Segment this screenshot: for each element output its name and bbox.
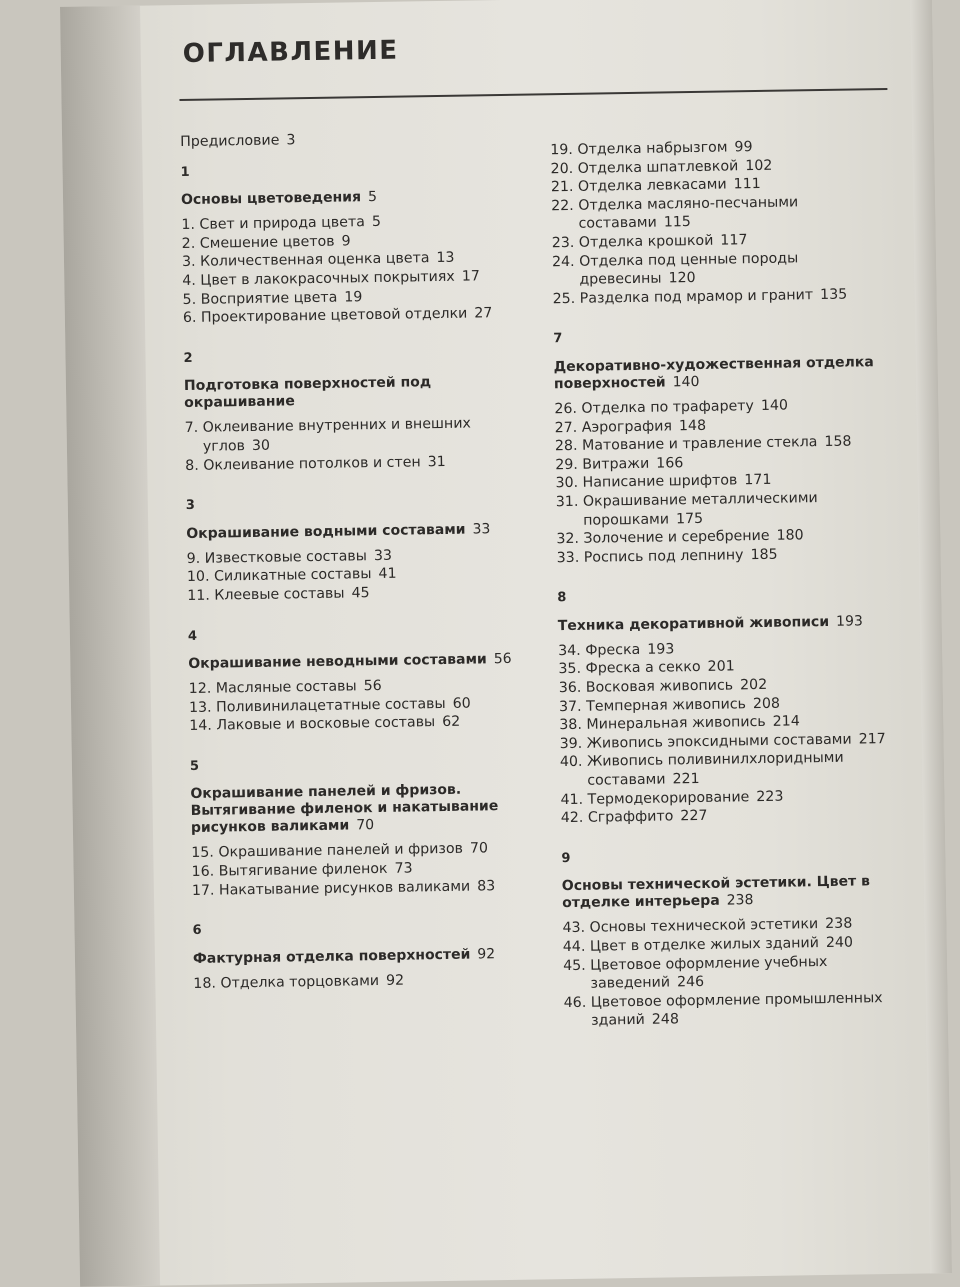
entry-number: 24. (551, 253, 580, 270)
entry-title: Витражи (582, 455, 650, 473)
entry-text (214, 582, 512, 605)
entry-title: Цветовое оформление промышленных зданий (590, 989, 883, 1030)
entry-page: 171 (744, 472, 772, 489)
entry-number: 34. (558, 642, 586, 660)
chapter-number: 1 (180, 164, 190, 180)
entry-title: Вытягивание филенок (218, 860, 388, 880)
preface-label: Предисловие (180, 132, 280, 151)
entry-title: Лаковые и восковые составы (216, 714, 436, 734)
chapter-page: 33 (472, 520, 491, 538)
chapter-page: 5 (367, 189, 378, 206)
entry-number: 23. (551, 234, 579, 252)
entry-page: 92 (385, 972, 405, 989)
entry-page: 33 (373, 547, 393, 564)
toc-entry (193, 970, 518, 994)
entry-text (584, 544, 897, 568)
entry-title: Матование и травление стекла (581, 434, 818, 454)
chapter-title-text: Основы технической эстетики. Цвет в отделке интерьера (561, 873, 871, 912)
chapter-title (181, 187, 506, 209)
entry-page: 193 (647, 641, 675, 658)
entry-number: 20. (550, 160, 578, 177)
chapter-number: 9 (561, 850, 571, 866)
entry-title: Восковая живопись (585, 677, 734, 696)
page-title: ОГЛАВЛЕНИЕ (182, 35, 399, 70)
toc-entry (183, 304, 508, 328)
entry-title: Свет и природа цвета (199, 214, 366, 233)
entry-page: 17 (461, 268, 480, 285)
entry-number: 22. (551, 197, 579, 215)
chapter-page: 238 (726, 892, 754, 909)
entry-number: 38. (559, 716, 587, 734)
entry-page: 135 (819, 286, 848, 303)
entry-title: Отделка набрызгом (577, 139, 728, 158)
entry-number: 13. (188, 699, 217, 716)
entry-title: Отделка левкасами (577, 176, 727, 196)
entry-page: 19 (344, 288, 363, 306)
entry-number: 44. (562, 938, 591, 956)
entry-title: Отделка шпатлевкой (577, 157, 739, 177)
entry-title: Темперная живопись (586, 695, 747, 715)
entry-title: Оклеивание потолков и стен (203, 453, 421, 474)
chapter-title-text: Основы цветоведения (180, 189, 362, 209)
entry-number: 41. (560, 791, 588, 808)
entry-number: 5. (182, 291, 201, 308)
entry-page: 45 (351, 585, 370, 602)
toc-entry (552, 247, 893, 290)
entry-text (588, 804, 901, 828)
entry-title: Цвет в лакокрасочных покрытиях (200, 268, 455, 289)
chapter-number: 3 (185, 497, 196, 514)
entry-page: 166 (656, 454, 684, 472)
entry-number: 15. (191, 845, 219, 862)
entry-page: 56 (363, 678, 382, 695)
toc-entry (557, 544, 897, 568)
entry-page: 227 (680, 808, 708, 825)
chapter-number: 5 (189, 758, 200, 774)
chapter-title (554, 354, 894, 393)
entry-page: 5 (371, 214, 382, 231)
entry-number: 29. (555, 456, 583, 473)
chapter-title-text: Декоративно-художественная отделка поверхностей (553, 354, 874, 393)
entry-number: 3. (181, 254, 201, 271)
entry-text (201, 304, 508, 327)
entry-number: 33. (556, 549, 584, 566)
book-page (60, 0, 952, 1287)
entry-page: 115 (663, 214, 691, 231)
entry-title: Написание шрифтов (582, 472, 738, 492)
entry-page: 175 (675, 510, 704, 527)
entry-title: Аэрография (581, 417, 673, 436)
entry-page: 201 (707, 658, 735, 676)
chapter-title-text: Подготовка поверхностей под окрашивание (183, 374, 432, 412)
entry-title: Оклеивание внутренних и внешних углов (202, 415, 472, 455)
entry-page: 221 (672, 771, 700, 788)
entry-title: Известковые составы (204, 547, 368, 567)
entry-title: Отделка торцовками (220, 972, 380, 992)
entry-number: 37. (558, 698, 587, 715)
entry-title: Количественная оценка цвета (199, 250, 430, 271)
entry-number: 7. (184, 420, 203, 437)
entry-number: 42. (560, 809, 589, 827)
toc-entry (553, 285, 893, 309)
entry-text (219, 877, 517, 900)
chapter-number: 4 (187, 628, 198, 644)
entry-number: 39. (559, 735, 587, 753)
chapter-title (184, 373, 509, 412)
chapter-title (558, 613, 898, 635)
entry-title: Сграффито (587, 808, 674, 826)
entry-number: 46. (563, 994, 591, 1011)
entry-page: 31 (427, 453, 446, 470)
entry-title: Поливинилацетатные составы (215, 695, 446, 716)
entry-text (203, 414, 510, 456)
toc-entry (185, 451, 510, 475)
entry-page: 9 (341, 233, 351, 250)
entry-number: 25. (552, 290, 580, 307)
entry-number: 14. (189, 717, 217, 735)
entry-title: Основы технической эстетики (589, 916, 819, 937)
entry-title: Окрашивание панелей и фризов (218, 841, 464, 862)
entry-number: 21. (550, 179, 579, 196)
entry-title: Смешение цветов (199, 233, 335, 252)
chapter-title-text: Техника декоративной живописи (557, 613, 830, 635)
entry-title: Проектирование цветовой отделки (200, 305, 468, 326)
entry-page: 223 (756, 788, 784, 805)
entry-number: 1. (181, 216, 200, 234)
entry-page: 70 (469, 840, 489, 858)
entry-page: 208 (752, 695, 781, 712)
entry-page: 120 (668, 270, 696, 287)
entry-title: Фреска (585, 641, 641, 659)
entry-text (591, 989, 904, 1031)
entry-number: 2. (181, 235, 200, 252)
entry-title: Золочение и серебрение (583, 527, 770, 547)
toc-entry (187, 582, 512, 606)
book-spine-shadow (60, 6, 160, 1287)
entry-page: 238 (825, 916, 853, 933)
entry-number: 28. (554, 437, 583, 455)
chapter-page: 193 (835, 613, 863, 630)
toc-entry (189, 712, 514, 736)
entry-page: 102 (745, 157, 773, 174)
entry-title: Отделка под ценные породы древесины (579, 249, 799, 288)
entry-text (220, 970, 518, 993)
chapter-number: 7 (553, 331, 563, 347)
entry-text (587, 748, 900, 790)
entry-page: 41 (378, 566, 397, 583)
chapter-title (190, 781, 516, 837)
entry-number: 26. (554, 400, 582, 418)
toc-entry (563, 951, 904, 994)
entry-page: 140 (760, 397, 789, 414)
entry-number: 36. (558, 679, 586, 697)
entry-text (583, 488, 896, 530)
entry-title: Разделка под мрамор и гранит (579, 286, 814, 307)
entry-page: 30 (251, 437, 271, 454)
entry-number: 19. (550, 141, 578, 159)
entry-page: 27 (474, 305, 493, 322)
chapter-title (188, 651, 513, 673)
entry-text (580, 285, 893, 309)
entry-number: 17. (191, 882, 220, 899)
entry-title: Масляные составы (215, 678, 357, 697)
entry-title: Роспись под лепнину (583, 546, 744, 566)
entry-page: 60 (452, 695, 471, 712)
entry-page: 202 (739, 676, 768, 694)
entry-title: Фреска а секко (585, 659, 701, 678)
entry-text (578, 192, 891, 234)
entry-number: 18. (193, 975, 221, 992)
preface-page: 3 (286, 132, 296, 149)
preface-entry (180, 128, 505, 152)
entry-page: 248 (651, 1011, 680, 1029)
chapter-page: 92 (477, 946, 496, 963)
toc-entry (556, 488, 897, 531)
entry-page: 73 (394, 860, 413, 877)
toc-left-column (180, 128, 518, 993)
entry-number: 11. (187, 587, 215, 604)
entry-title: Накатывание рисунков валиками (218, 878, 471, 899)
entry-title: Отделка по трафарету (581, 398, 755, 417)
entry-title: Живопись поливинилхлоридными составами (586, 750, 844, 789)
chapter-page: 56 (493, 651, 512, 668)
entry-number: 12. (188, 680, 216, 698)
chapter-title (562, 873, 902, 912)
entry-title: Отделка масляно-песчаными составами (578, 194, 799, 233)
entry-title: Живопись эпоксидными составами (586, 731, 852, 752)
entry-number: 16. (191, 863, 219, 881)
entry-page: 217 (858, 730, 886, 748)
entry-title: Цвет в отделке жилых зданий (589, 935, 820, 955)
entry-page: 13 (436, 250, 455, 267)
entry-title: Клеевые составы (214, 585, 345, 604)
chapter-title (193, 946, 518, 968)
chapter-title-text: Окрашивание панелей и фризов. Вытягивание филенок и накатывание рисунков валиками (190, 782, 499, 837)
toc-entry (551, 192, 892, 235)
entry-page: 99 (734, 139, 753, 156)
entry-title: Восприятие цвета (200, 289, 338, 308)
entry-number: 30. (555, 475, 583, 492)
entry-number: 8. (185, 457, 204, 474)
toc-right-column (550, 136, 904, 1031)
title-rule (179, 88, 887, 101)
chapter-title-text: Окрашивание водными составами (186, 521, 466, 542)
entry-text (216, 712, 514, 735)
entry-page: 148 (678, 417, 707, 434)
entry-number: 32. (556, 530, 584, 548)
entry-page: 180 (776, 527, 804, 544)
entry-number: 4. (182, 272, 201, 290)
entry-page: 240 (825, 934, 854, 952)
entry-page: 62 (442, 714, 461, 731)
chapter-number: 8 (557, 590, 567, 606)
entry-page: 117 (720, 232, 748, 249)
entry-number: 31. (555, 493, 584, 511)
entry-title: Силикатные составы (213, 566, 372, 585)
chapter-page: 140 (672, 373, 700, 391)
entry-number: 10. (186, 568, 215, 586)
chapter-title-text: Окрашивание неводными составами (188, 651, 487, 673)
entry-text (203, 451, 510, 474)
entry-page: 185 (750, 546, 778, 563)
entry-number: 35. (558, 661, 586, 678)
chapter-title-text: Фактурная отделка поверхностей (192, 946, 471, 967)
entry-page: 158 (824, 433, 852, 451)
chapter-number: 6 (192, 923, 202, 939)
entry-title: Термодекорирование (587, 788, 750, 808)
entry-page: 214 (772, 713, 800, 731)
entry-title: Цветовое оформление учебных заведений (590, 953, 828, 992)
entry-number: 6. (182, 309, 202, 327)
chapter-page: 70 (356, 817, 375, 834)
toc-entry (561, 804, 901, 828)
toc-entry (192, 877, 517, 901)
entry-number: 45. (562, 957, 591, 974)
toc-entry (184, 414, 510, 456)
page-edge (910, 0, 952, 1273)
entry-title: Минеральная живопись (586, 714, 766, 733)
entry-page: 111 (733, 176, 761, 193)
toc-entry (560, 748, 901, 791)
entry-text (579, 247, 892, 289)
chapter-title (186, 521, 511, 543)
entry-title: Отделка крошкой (578, 232, 714, 251)
entry-number: 27. (554, 419, 582, 436)
toc-entry (564, 989, 905, 1032)
entry-title: Окрашивание металлическими порошками (582, 489, 818, 529)
chapter-number: 2 (183, 350, 193, 366)
entry-number: 9. (186, 550, 205, 567)
entry-page: 246 (676, 974, 705, 991)
entry-number: 40. (559, 754, 588, 771)
entry-text (590, 951, 903, 993)
entry-page: 83 (477, 877, 496, 895)
entry-number: 43. (562, 920, 590, 937)
